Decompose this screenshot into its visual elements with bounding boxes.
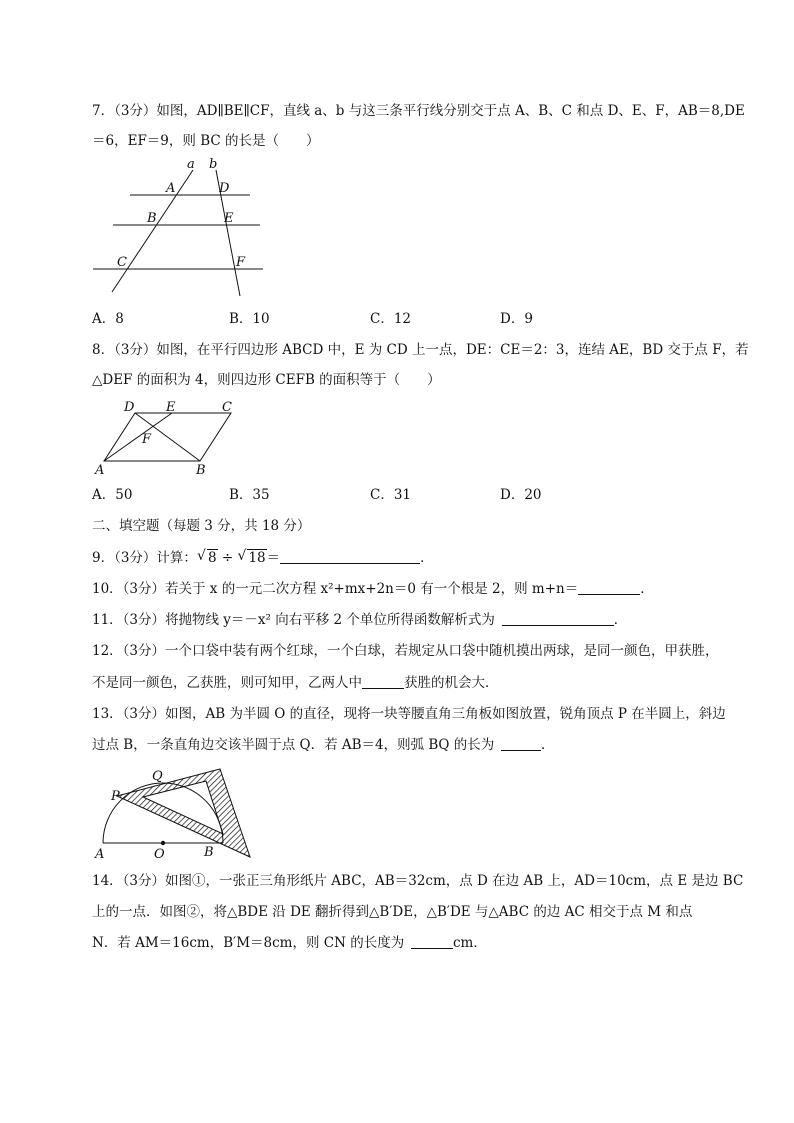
q8-option-a[interactable]: A．50 xyxy=(92,487,133,503)
label-a: a xyxy=(187,157,195,172)
section-heading: 二、填空题（每题 3 分，共 18 分） xyxy=(92,518,311,534)
q11-text: 11．（3分）将抛物线 y＝－x² 向右平移 2 个单位所得函数解析式为 xyxy=(92,612,495,628)
q13-line1: 13．（3分）如图，AB 为半圆 O 的直径，现将一块等腰直角三角板如图放置，锐角顶点 P 在半圆上，斜边 xyxy=(92,706,726,722)
segment-ae xyxy=(104,413,172,461)
q12-end: 获胜的机会大． xyxy=(404,675,499,691)
q11-answer-blank[interactable] xyxy=(502,611,614,626)
center-point-o xyxy=(161,841,165,845)
q11-end: ． xyxy=(613,612,628,628)
q12-line2 xyxy=(92,673,734,693)
label-A: A xyxy=(95,847,105,862)
label-A: A xyxy=(95,463,105,478)
q14-answer-blank[interactable] xyxy=(411,934,453,949)
q8-options xyxy=(92,485,712,505)
q10-line xyxy=(92,579,734,599)
label-C: C xyxy=(117,255,127,270)
q9-line xyxy=(92,548,734,568)
q14-line3 xyxy=(92,933,734,953)
label-B: B xyxy=(147,211,157,226)
q7-option-c[interactable]: C．12 xyxy=(370,311,412,327)
q8-line2: △DEF 的面积为 4，则四边形 CEFB 的面积等于（ ） xyxy=(92,372,441,388)
q14-line2: 上的一点．如图②，将△BDE 沿 DE 翻折得到△B′DE，△B′DE 与△ABC 的边 AC 相交于点 M 和点 xyxy=(92,904,693,920)
q7-figure xyxy=(85,152,275,302)
label-D: D xyxy=(219,181,230,196)
q7-option-d[interactable]: D．9 xyxy=(500,311,533,327)
label-F: F xyxy=(236,255,246,270)
q7-option-a[interactable]: A．8 xyxy=(92,311,124,327)
label-C: C xyxy=(222,400,232,415)
q13-answer-blank[interactable] xyxy=(501,736,541,751)
q12-line1: 12．（3分）一个口袋中装有两个红球，一个白球，若规定从口袋中随机摸出两球，是同一颜色，甲获胜， xyxy=(92,643,719,659)
q10-answer-blank[interactable] xyxy=(578,580,640,595)
sqrt-18: √ 18 xyxy=(237,548,266,568)
q9-prefix: 9．（3分）计算： xyxy=(92,550,197,566)
q11-line xyxy=(92,610,734,630)
q13-line2 xyxy=(92,735,734,755)
q10-end: ． xyxy=(640,581,654,597)
q12-answer-blank[interactable] xyxy=(362,674,404,689)
q14-end: cm． xyxy=(452,935,487,951)
q14-line1: 14．（3分）如图①，一张正三角形纸片 ABC，AB＝32cm，点 D 在边 AB 上，AD＝10cm，点 E 是边 BC xyxy=(92,873,744,889)
q13-figure xyxy=(90,760,260,865)
q7-options xyxy=(92,309,712,329)
q9-eq: ＝ xyxy=(266,550,281,566)
label-D: D xyxy=(124,400,135,415)
label-F: F xyxy=(142,432,152,447)
triangle-plate xyxy=(117,769,250,857)
q10-text: 10．（3分）若关于 x 的一元二次方程 x²+mx+2n＝0 有一个根是 2，则 m+n＝ xyxy=(92,581,579,597)
q9-answer-blank[interactable] xyxy=(280,549,420,564)
q8-figure xyxy=(90,396,240,478)
q9-div: ÷ xyxy=(217,550,238,566)
label-O: O xyxy=(154,847,165,862)
q8-option-b[interactable]: B．35 xyxy=(229,487,270,503)
q7-line1: 7．（3分）如图，AD∥BE∥CF，直线 a、b 与这三条平行线分别交于点 A、B、C 和点 D、E、F，AB＝8,DE xyxy=(92,103,745,119)
label-P: P xyxy=(111,789,120,804)
q8-line1: 8．（3分）如图，在平行四边形 ABCD 中，E 为 CD 上一点，DE：CE＝2：3，连结 AE，BD 交于点 F，若 xyxy=(92,342,749,358)
q12-text: 不是同一颜色，乙获胜，则可知甲，乙两人中 xyxy=(92,675,362,691)
label-E: E xyxy=(166,400,176,415)
label-b: b xyxy=(209,157,218,172)
label-E: E xyxy=(224,211,234,226)
line-a xyxy=(112,170,193,292)
q13-text: 过点 B，一条直角边交该半圆于点 Q．若 AB＝4，则弧 BQ 的长为 xyxy=(92,737,495,753)
q8-option-c[interactable]: C．31 xyxy=(370,487,412,503)
label-Q: Q xyxy=(152,769,163,784)
q7-option-b[interactable]: B．10 xyxy=(229,311,270,327)
q9-end: ． xyxy=(420,550,434,566)
q13-end: ． xyxy=(540,737,555,753)
q8-option-d[interactable]: D．20 xyxy=(500,487,542,503)
sqrt-8: √ 8 xyxy=(197,548,218,568)
q7-line2: ＝6，EF＝9，则 BC 的长是（ ） xyxy=(92,133,320,149)
label-B: B xyxy=(204,845,214,860)
label-A: A xyxy=(166,181,176,196)
label-B: B xyxy=(196,463,206,478)
q14-text: N．若 AM＝16cm，B′M＝8cm，则 CN 的长度为 xyxy=(92,935,405,951)
